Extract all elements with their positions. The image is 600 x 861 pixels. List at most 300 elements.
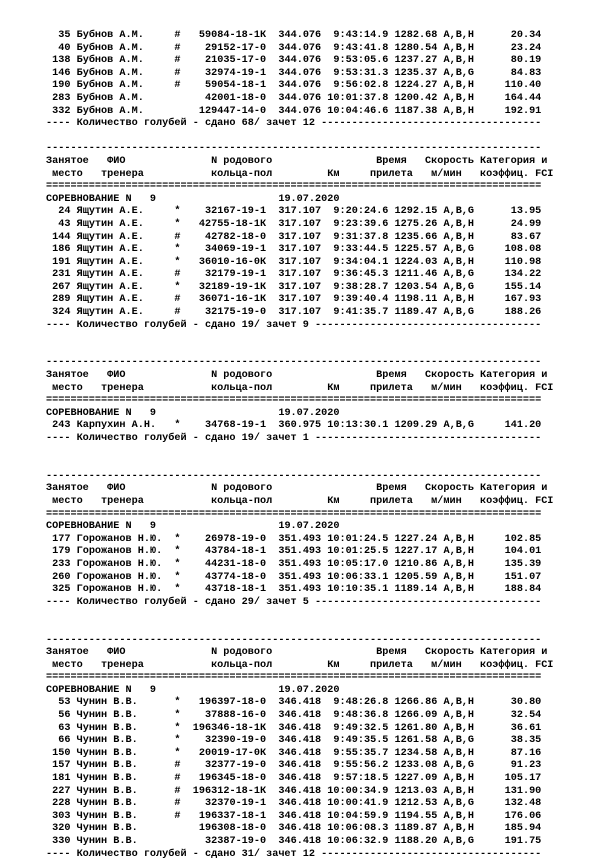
place-cell: 228 bbox=[46, 798, 71, 810]
time-cell: 9:53:05.6 bbox=[321, 55, 389, 67]
table-row bbox=[46, 294, 600, 307]
ring-cell: 32167-19-1 bbox=[180, 206, 267, 218]
ring-cell: 42001-18-0 bbox=[180, 92, 267, 104]
mark-cell: # bbox=[174, 269, 181, 281]
table-row bbox=[46, 55, 600, 68]
speed-cell: 1266.86 bbox=[388, 697, 438, 709]
time-cell: 9:55:35.7 bbox=[321, 747, 389, 759]
column-header-2: место тренера кольца-пол Км прилета м/мин коэффиц. FCI bbox=[46, 495, 554, 507]
ring-cell: 34768-19-1 bbox=[180, 420, 267, 432]
category-cell: A,B,H bbox=[443, 785, 475, 797]
mark-cell: # bbox=[174, 30, 181, 41]
km-cell: 351.493 bbox=[266, 571, 322, 583]
ring-cell: 43784-18-1 bbox=[180, 546, 267, 558]
mark-cell: * bbox=[174, 244, 181, 256]
category-cell: A,B,H bbox=[443, 558, 475, 570]
time-cell: 10:01:37.8 bbox=[321, 92, 389, 104]
ring-cell: 36071-16-1К bbox=[180, 294, 267, 306]
ring-cell: 21035-17-0 bbox=[180, 55, 267, 67]
place-cell: 186 bbox=[46, 244, 71, 256]
place-cell: 283 bbox=[46, 92, 71, 104]
trainer-cell: Чунин В.В. bbox=[76, 836, 175, 847]
fci-cell: 155.14 bbox=[474, 281, 542, 293]
ring-cell: 196345-18-0 bbox=[180, 773, 267, 785]
fci-cell: 167.93 bbox=[474, 294, 542, 306]
ring-cell: 42782-18-0 bbox=[180, 231, 267, 243]
competition-header bbox=[46, 408, 600, 421]
trainer-cell: Чунин В.В. bbox=[76, 773, 175, 785]
fci-cell: 108.08 bbox=[474, 244, 542, 256]
competition-header bbox=[46, 521, 600, 534]
table-row bbox=[46, 257, 600, 270]
mark-cell: # bbox=[174, 294, 181, 306]
trainer-cell: Ящутин А.Е. bbox=[76, 281, 175, 293]
column-header-1: Занятое ФИО N родового Время Скорость Категория и bbox=[46, 155, 548, 167]
fci-cell: 191.75 bbox=[474, 836, 542, 847]
fci-cell: 110.98 bbox=[474, 256, 542, 268]
fci-cell: 134.22 bbox=[474, 269, 542, 281]
fci-cell: 83.67 bbox=[474, 231, 542, 243]
trainer-cell: Ящутин А.Е. bbox=[76, 307, 175, 319]
time-cell: 10:00:34.9 bbox=[321, 785, 389, 797]
km-cell: 346.418 bbox=[266, 697, 322, 709]
place-cell: 144 bbox=[46, 231, 71, 243]
time-cell: 9:36:45.3 bbox=[321, 269, 389, 281]
mark-cell: * bbox=[174, 281, 181, 293]
table-row bbox=[46, 546, 600, 559]
category-cell: A,B,G bbox=[443, 420, 475, 432]
time-cell: 9:57:18.5 bbox=[321, 773, 389, 785]
speed-cell: 1198.11 bbox=[388, 294, 438, 306]
place-cell: 35 bbox=[46, 30, 71, 41]
km-cell: 346.418 bbox=[266, 760, 322, 772]
mark-cell: * bbox=[174, 697, 181, 709]
column-header-1: Занятое ФИО N родового Время Скорость Категория и bbox=[46, 647, 548, 659]
blank-line bbox=[46, 458, 600, 471]
km-cell: 346.418 bbox=[266, 710, 322, 722]
column-header-2: место тренера кольца-пол Км прилета м/мин коэффиц. FCI bbox=[46, 659, 554, 671]
double-rule-line: ================================================================================= bbox=[46, 181, 542, 193]
table-row bbox=[46, 68, 600, 81]
km-cell: 346.418 bbox=[266, 798, 322, 810]
speed-cell: 1203.54 bbox=[388, 281, 438, 293]
ring-cell: 196346-18-1К bbox=[180, 722, 267, 734]
place-cell: 231 bbox=[46, 269, 71, 281]
mark-cell: * bbox=[174, 420, 181, 432]
trainer-cell: Чунин В.В. bbox=[76, 760, 175, 772]
km-cell: 346.418 bbox=[266, 836, 322, 847]
place-cell: 138 bbox=[46, 55, 71, 67]
category-cell: A,B,H bbox=[443, 810, 475, 822]
mark-cell: # bbox=[174, 42, 181, 54]
double-rule-line: ================================================================================= bbox=[46, 395, 542, 407]
mark-cell: # bbox=[174, 798, 181, 810]
place-cell: 43 bbox=[46, 218, 71, 230]
ring-cell: 59084-18-1К bbox=[180, 30, 267, 41]
fci-cell: 87.16 bbox=[474, 747, 542, 759]
summary-line: ---- Количество голубей - сдано 19/ зачет 9 ------------------------------------- bbox=[46, 319, 542, 331]
speed-cell: 1189.14 bbox=[388, 584, 438, 596]
mark-cell: * bbox=[174, 571, 181, 583]
place-cell: 190 bbox=[46, 80, 71, 92]
table-row bbox=[46, 723, 600, 736]
trainer-cell: Бубнов А.М. bbox=[76, 30, 175, 41]
speed-cell: 1275.26 bbox=[388, 218, 438, 230]
time-cell: 10:06:32.9 bbox=[321, 836, 389, 847]
table-row bbox=[46, 534, 600, 547]
fci-cell: 24.99 bbox=[474, 218, 542, 230]
mark-cell: # bbox=[174, 231, 181, 243]
time-cell: 10:01:25.5 bbox=[321, 546, 389, 558]
speed-cell: 1227.24 bbox=[388, 533, 438, 545]
speed-cell: 1212.53 bbox=[388, 798, 438, 810]
mark-cell: * bbox=[174, 735, 181, 747]
ring-cell: 59054-18-1 bbox=[180, 80, 267, 92]
fci-cell: 141.20 bbox=[474, 420, 542, 432]
fci-cell: 110.40 bbox=[474, 80, 542, 92]
km-cell: 344.076 bbox=[266, 92, 322, 104]
place-cell: 330 bbox=[46, 836, 71, 847]
mark-cell: # bbox=[174, 773, 181, 785]
competition-header bbox=[46, 194, 600, 207]
time-cell: 9:53:31.3 bbox=[321, 67, 389, 79]
speed-cell: 1189.87 bbox=[388, 823, 438, 835]
category-cell: A,B,G bbox=[443, 836, 475, 847]
ring-cell: 32390-19-0 bbox=[180, 735, 267, 747]
time-cell: 10:04:46.6 bbox=[321, 105, 389, 117]
km-cell: 351.493 bbox=[266, 558, 322, 570]
competition-date: 19.07.2020 bbox=[278, 521, 340, 533]
ring-cell: 32387-19-0 bbox=[180, 836, 267, 847]
km-cell: 344.076 bbox=[266, 30, 322, 41]
ring-cell: 32377-19-0 bbox=[180, 760, 267, 772]
km-cell: 317.107 bbox=[266, 269, 322, 281]
trainer-cell: Бубнов А.М. bbox=[76, 42, 175, 54]
table-row bbox=[46, 43, 600, 56]
time-cell: 9:41:35.7 bbox=[321, 307, 389, 319]
ring-cell: 129447-14-0 bbox=[180, 105, 267, 117]
place-cell: 233 bbox=[46, 558, 71, 570]
ring-cell: 43718-18-1 bbox=[180, 584, 267, 596]
trainer-cell: Ящутин А.Е. bbox=[76, 256, 175, 268]
ring-cell: 196337-18-1 bbox=[180, 810, 267, 822]
trainer-cell: Горожанов Н.Ю. bbox=[76, 546, 175, 558]
summary-line: ---- Количество голубей - сдано 31/ зачет 12 ------------------------------------ bbox=[46, 848, 542, 860]
speed-cell: 1233.08 bbox=[388, 760, 438, 772]
km-cell: 317.107 bbox=[266, 256, 322, 268]
category-cell: A,B,H bbox=[443, 584, 475, 596]
km-cell: 344.076 bbox=[266, 105, 322, 117]
place-cell: 303 bbox=[46, 810, 71, 822]
trainer-cell: Горожанов Н.Ю. bbox=[76, 584, 175, 596]
trainer-cell: Чунин В.В. bbox=[76, 798, 175, 810]
ring-cell: 29152-17-0 bbox=[180, 42, 267, 54]
competition-label: СОРЕВНОВАНИЕ N 9 bbox=[46, 407, 279, 419]
km-cell: 344.076 bbox=[266, 55, 322, 67]
km-cell: 317.107 bbox=[266, 307, 322, 319]
trainer-cell: Бубнов А.М. bbox=[76, 67, 175, 79]
place-cell: 260 bbox=[46, 571, 71, 583]
speed-cell: 1194.55 bbox=[388, 810, 438, 822]
rule-line: --------------------------------------------------------------------------------- bbox=[46, 357, 542, 369]
fci-cell: 135.39 bbox=[474, 558, 542, 570]
fci-cell: 131.90 bbox=[474, 785, 542, 797]
speed-cell: 1224.27 bbox=[388, 80, 438, 92]
time-cell: 10:13:30.1 bbox=[321, 420, 389, 432]
category-cell: A,B,H bbox=[443, 231, 475, 243]
time-cell: 9:39:40.4 bbox=[321, 294, 389, 306]
place-cell: 40 bbox=[46, 42, 71, 54]
category-cell: A,B,H bbox=[443, 55, 475, 67]
trainer-cell: Бубнов А.М. bbox=[76, 105, 175, 117]
place-cell: 63 bbox=[46, 722, 71, 734]
fci-cell: 102.85 bbox=[474, 533, 542, 545]
speed-cell: 1227.17 bbox=[388, 546, 438, 558]
km-cell: 317.107 bbox=[266, 294, 322, 306]
speed-cell: 1292.15 bbox=[388, 206, 438, 218]
trainer-cell: Горожанов Н.Ю. bbox=[76, 558, 175, 570]
table-row bbox=[46, 30, 600, 43]
mark-cell: # bbox=[174, 55, 181, 67]
speed-cell: 1234.58 bbox=[388, 747, 438, 759]
table-row bbox=[46, 735, 600, 748]
trainer-cell: Чунин В.В. bbox=[76, 735, 175, 747]
table-row bbox=[46, 584, 600, 597]
mark-cell: # bbox=[174, 810, 181, 822]
km-cell: 317.107 bbox=[266, 281, 322, 293]
mark-cell: * bbox=[174, 747, 181, 759]
category-cell: A,B,G bbox=[443, 244, 475, 256]
place-cell: 24 bbox=[46, 206, 71, 218]
place-cell: 177 bbox=[46, 533, 71, 545]
blank-line bbox=[46, 332, 600, 345]
summary-line: ---- Количество голубей - сдано 68/ зачет 12 ------------------------------------ bbox=[46, 118, 542, 130]
table-row bbox=[46, 106, 600, 119]
ring-cell: 42755-18-1К bbox=[180, 218, 267, 230]
place-cell: 289 bbox=[46, 294, 71, 306]
trainer-cell: Ящутин А.Е. bbox=[76, 244, 175, 256]
time-cell: 10:10:35.1 bbox=[321, 584, 389, 596]
km-cell: 317.107 bbox=[266, 231, 322, 243]
table-row bbox=[46, 80, 600, 93]
table-row bbox=[46, 697, 600, 710]
mark-cell: * bbox=[174, 206, 181, 218]
speed-cell: 1227.09 bbox=[388, 773, 438, 785]
trainer-cell: Бубнов А.М. bbox=[76, 55, 175, 67]
km-cell: 346.418 bbox=[266, 810, 322, 822]
category-cell: A,B,H bbox=[443, 747, 475, 759]
category-cell: A,B,G bbox=[443, 67, 475, 79]
summary-line: ---- Количество голубей - сдано 29/ зачет 5 ------------------------------------- bbox=[46, 596, 542, 608]
blank-line bbox=[46, 131, 600, 144]
category-cell: A,B,H bbox=[443, 697, 475, 709]
ring-cell: 32189-19-1К bbox=[180, 281, 267, 293]
time-cell: 9:48:36.8 bbox=[321, 710, 389, 722]
fci-cell: 30.80 bbox=[474, 697, 542, 709]
table-row bbox=[46, 282, 600, 295]
ring-cell: 32370-19-1 bbox=[180, 798, 267, 810]
ring-cell: 34069-19-1 bbox=[180, 244, 267, 256]
category-cell: A,B,G bbox=[443, 281, 475, 293]
table-row bbox=[46, 93, 600, 106]
mark-cell: # bbox=[174, 307, 181, 319]
trainer-cell: Чунин В.В. bbox=[76, 823, 175, 835]
category-cell: A,B,G bbox=[443, 307, 475, 319]
mark-cell: # bbox=[174, 80, 181, 92]
mark-cell: * bbox=[174, 546, 181, 558]
time-cell: 9:49:32.5 bbox=[321, 722, 389, 734]
mark-cell: # bbox=[174, 67, 181, 79]
table-row bbox=[46, 748, 600, 761]
time-cell: 9:34:04.1 bbox=[321, 256, 389, 268]
mark-cell: # bbox=[174, 785, 181, 797]
km-cell: 344.076 bbox=[266, 80, 322, 92]
place-cell: 191 bbox=[46, 256, 71, 268]
rule-line: --------------------------------------------------------------------------------- bbox=[46, 470, 542, 482]
speed-cell: 1261.80 bbox=[388, 722, 438, 734]
ring-cell: 32179-19-1 bbox=[180, 269, 267, 281]
fci-cell: 104.01 bbox=[474, 546, 542, 558]
time-cell: 9:20:24.6 bbox=[321, 206, 389, 218]
table-row bbox=[46, 823, 600, 836]
double-rule-line: ================================================================================= bbox=[46, 672, 542, 684]
column-header-2: место тренера кольца-пол Км прилета м/мин коэффиц. FCI bbox=[46, 382, 554, 394]
table-row bbox=[46, 760, 600, 773]
mark-cell: # bbox=[174, 760, 181, 772]
trainer-cell: Ящутин А.Е. bbox=[76, 218, 175, 230]
trainer-cell: Бубнов А.М. bbox=[76, 80, 175, 92]
category-cell: A,B,H bbox=[443, 256, 475, 268]
table-row bbox=[46, 219, 600, 232]
time-cell: 9:49:35.5 bbox=[321, 735, 389, 747]
trainer-cell: Чунин В.В. bbox=[76, 710, 175, 722]
table-row bbox=[46, 307, 600, 320]
km-cell: 351.493 bbox=[266, 533, 322, 545]
time-cell: 9:43:41.8 bbox=[321, 42, 389, 54]
category-cell: A,B,G bbox=[443, 206, 475, 218]
place-cell: 53 bbox=[46, 697, 71, 709]
blank-line bbox=[46, 345, 600, 358]
table-row bbox=[46, 773, 600, 786]
competition-label: СОРЕВНОВАНИЕ N 9 bbox=[46, 193, 279, 205]
speed-cell: 1282.68 bbox=[388, 30, 438, 41]
time-cell: 9:23:39.6 bbox=[321, 218, 389, 230]
category-cell: A,B,H bbox=[443, 823, 475, 835]
trainer-cell: Бубнов А.М. bbox=[76, 92, 175, 104]
mark-cell: * bbox=[174, 710, 181, 722]
place-cell: 332 bbox=[46, 105, 71, 117]
table-row bbox=[46, 572, 600, 585]
time-cell: 10:01:24.5 bbox=[321, 533, 389, 545]
table-row bbox=[46, 811, 600, 824]
mark-cell: * bbox=[174, 533, 181, 545]
fci-cell: 188.84 bbox=[474, 584, 542, 596]
trainer-cell: Ящутин А.Е. bbox=[76, 269, 175, 281]
category-cell: A,B,G bbox=[443, 798, 475, 810]
km-cell: 346.418 bbox=[266, 823, 322, 835]
trainer-cell: Горожанов Н.Ю. bbox=[76, 533, 175, 545]
speed-cell: 1225.57 bbox=[388, 244, 438, 256]
mark-cell: * bbox=[174, 256, 181, 268]
category-cell: A,B,H bbox=[443, 571, 475, 583]
time-cell: 9:43:14.9 bbox=[321, 30, 389, 41]
place-cell: 324 bbox=[46, 307, 71, 319]
fci-cell: 185.94 bbox=[474, 823, 542, 835]
competition-label: СОРЕВНОВАНИЕ N 9 bbox=[46, 684, 279, 696]
table-row bbox=[46, 244, 600, 257]
fci-cell: 23.24 bbox=[474, 42, 542, 54]
place-cell: 320 bbox=[46, 823, 71, 835]
rule-line: --------------------------------------------------------------------------------- bbox=[46, 634, 542, 646]
category-cell: A,B,H bbox=[443, 218, 475, 230]
place-cell: 56 bbox=[46, 710, 71, 722]
blank-line bbox=[46, 446, 600, 459]
time-cell: 9:56:02.8 bbox=[321, 80, 389, 92]
category-cell: A,B,H bbox=[443, 30, 475, 41]
speed-cell: 1213.03 bbox=[388, 785, 438, 797]
speed-cell: 1280.54 bbox=[388, 42, 438, 54]
km-cell: 360.975 bbox=[266, 420, 322, 432]
category-cell: A,B,H bbox=[443, 546, 475, 558]
competition-label: СОРЕВНОВАНИЕ N 9 bbox=[46, 521, 279, 533]
km-cell: 346.418 bbox=[266, 785, 322, 797]
fci-cell: 80.19 bbox=[474, 55, 542, 67]
mark-cell: * bbox=[174, 722, 181, 734]
category-cell: A,B,G bbox=[443, 735, 475, 747]
ring-cell: 20019-17-0К bbox=[180, 747, 267, 759]
category-cell: A,B,G bbox=[443, 760, 475, 772]
table-row bbox=[46, 836, 600, 849]
table-row bbox=[46, 559, 600, 572]
place-cell: 227 bbox=[46, 785, 71, 797]
speed-cell: 1200.42 bbox=[388, 92, 438, 104]
competition-date: 19.07.2020 bbox=[278, 684, 340, 696]
speed-cell: 1237.27 bbox=[388, 55, 438, 67]
blank-line bbox=[46, 622, 600, 635]
km-cell: 346.418 bbox=[266, 773, 322, 785]
column-header-2: место тренера кольца-пол Км прилета м/мин коэффиц. FCI bbox=[46, 168, 554, 180]
speed-cell: 1235.37 bbox=[388, 67, 438, 79]
fci-cell: 151.07 bbox=[474, 571, 542, 583]
category-cell: A,B,H bbox=[443, 533, 475, 545]
place-cell: 150 bbox=[46, 747, 71, 759]
fci-cell: 36.61 bbox=[474, 722, 542, 734]
category-cell: A,B,H bbox=[443, 294, 475, 306]
fci-cell: 32.54 bbox=[474, 710, 542, 722]
table-row bbox=[46, 798, 600, 811]
fci-cell: 188.26 bbox=[474, 307, 542, 319]
place-cell: 179 bbox=[46, 546, 71, 558]
ring-cell: 32175-19-0 bbox=[180, 307, 267, 319]
place-cell: 243 bbox=[46, 420, 71, 432]
trainer-cell: Чунин В.В. bbox=[76, 747, 175, 759]
fci-cell: 20.34 bbox=[474, 30, 542, 41]
category-cell: A,B,H bbox=[443, 722, 475, 734]
table-row bbox=[46, 269, 600, 282]
place-cell: 325 bbox=[46, 584, 71, 596]
category-cell: A,B,G bbox=[443, 269, 475, 281]
ring-cell: 32974-19-1 bbox=[180, 67, 267, 79]
category-cell: A,B,H bbox=[443, 105, 475, 117]
category-cell: A,B,H bbox=[443, 80, 475, 92]
competition-header bbox=[46, 685, 600, 698]
fci-cell: 164.44 bbox=[474, 92, 542, 104]
column-header-1: Занятое ФИО N родового Время Скорость Категория и bbox=[46, 370, 548, 382]
table-row bbox=[46, 232, 600, 245]
speed-cell: 1209.29 bbox=[388, 420, 438, 432]
fci-cell: 176.06 bbox=[474, 810, 542, 822]
ring-cell: 43774-18-0 bbox=[180, 571, 267, 583]
